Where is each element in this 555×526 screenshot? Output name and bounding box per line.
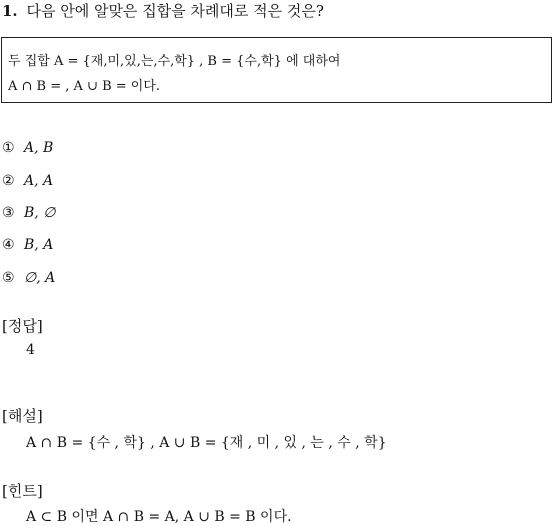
option-text: B, A [24, 237, 54, 253]
condition-line-2: A ∩ B = , A ∪ B = 이다. [8, 79, 161, 94]
option-1[interactable] [2, 140, 53, 156]
question-title [2, 0, 324, 22]
condition-line-1: 두 집합 A = {재,미,있,는,수,학} , B = {수,학} 에 대하여 [8, 54, 341, 69]
explanation-text: A ∩ B = {수 , 학} , A ∪ B = {재 , 미 , 있 , 는 , 수 , 학} [26, 435, 387, 451]
question-number: 1. [2, 2, 18, 20]
option-marker: ⑤ [2, 270, 15, 286]
option-marker: ④ [2, 237, 15, 253]
answer-value: 4 [26, 342, 35, 358]
option-text: A, A [24, 173, 54, 189]
option-text: B, ∅ [24, 205, 56, 221]
question-text: 다음 안에 알맞은 집합을 차례대로 적은 것은? [26, 2, 324, 20]
option-5[interactable] [2, 270, 55, 286]
option-marker: ① [2, 140, 15, 156]
option-4[interactable] [2, 237, 53, 253]
answer-label: [정답] [2, 317, 43, 335]
option-text: ∅, A [24, 270, 56, 286]
option-text: A, B [24, 140, 54, 156]
option-marker: ② [2, 173, 15, 189]
explanation-label: [해설] [2, 407, 43, 425]
hint-label: [힌트] [2, 482, 43, 500]
hint-text: A ⊂ B 이면 A ∩ B = A, A ∪ B = B 이다. [26, 509, 292, 525]
condition-box [1, 37, 552, 103]
option-3[interactable] [2, 205, 55, 221]
option-marker: ③ [2, 205, 15, 221]
option-2[interactable] [2, 173, 53, 189]
